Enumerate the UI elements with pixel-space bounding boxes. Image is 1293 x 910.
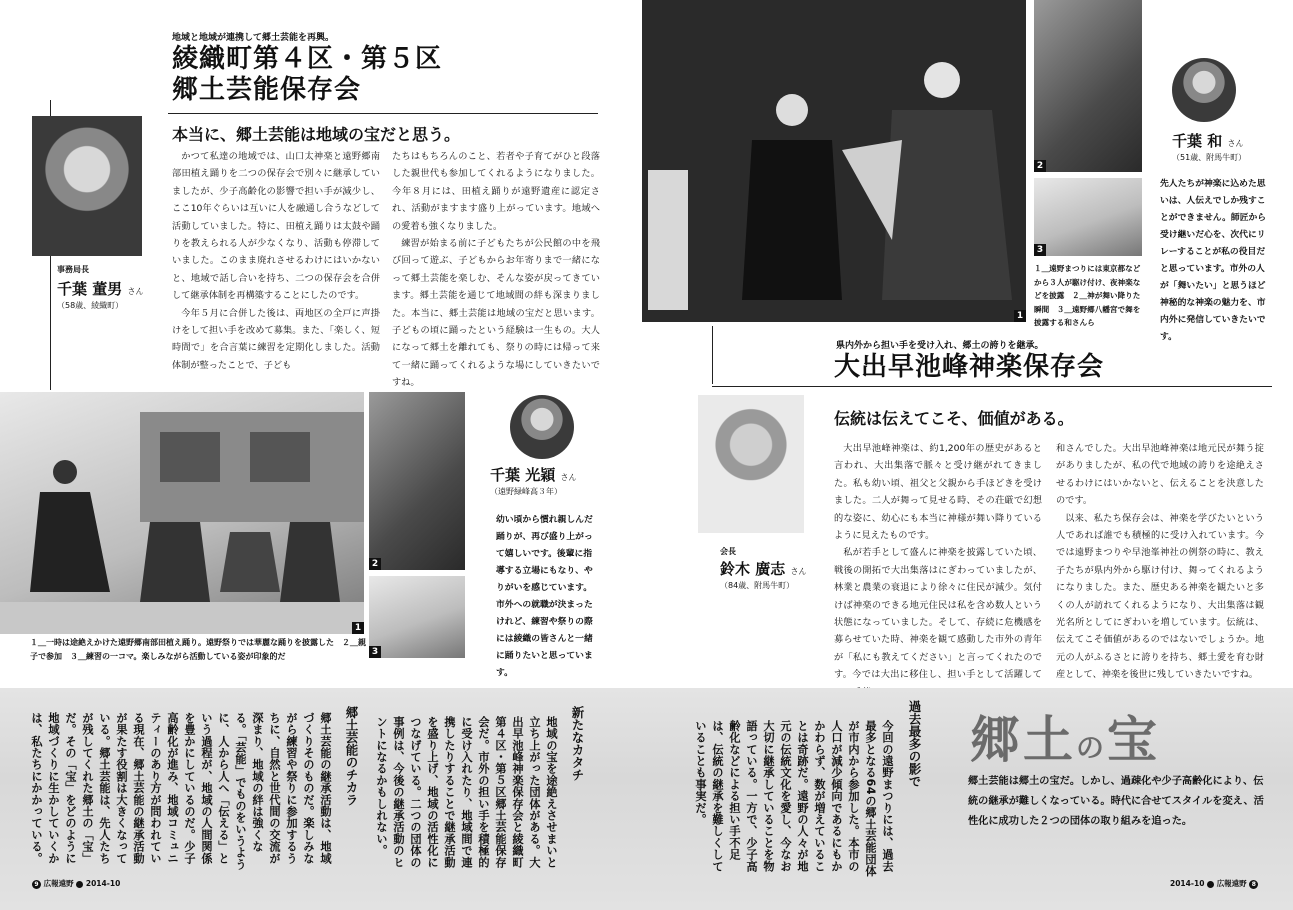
left-photo-3 — [369, 576, 465, 658]
feature-title: 郷土の宝 — [970, 710, 1161, 769]
left-caption: １＿一時は途絶えかけた遠野郷南部田植え踊り。遠野祭りでは華麗な踊りを披露した ２＿親子で参加 ３＿練習の一コマ。楽しみながら活動している姿が印象的だ — [30, 638, 366, 661]
left-young-meta: （遠野緑峰高３年） — [490, 487, 562, 496]
right-young-name: 千葉 和 さん — [1172, 132, 1244, 150]
photo-number-r1: 1 — [1014, 310, 1026, 322]
right-person-role: 会長 — [720, 547, 736, 556]
left-title — [172, 44, 612, 106]
photo-number-2: 2 — [369, 558, 381, 570]
right-body-col2: 和さんでした。大出早池峰神楽は地元民が舞う掟がありましたが、私の代で地域の誇りを途絶えさせるわけにはいかないと、伝えることを決意したのです。 以来、私たち保存会は、神楽を学びたいという人であれば誰でも積極的に受け入れています。今では遠野まつりや早池峯神社の例祭の時に、教え子たちが県内外から駆け付け、舞ってくれるようになりました。また、歴史ある神楽を観たいと多くの人が訪れてくれるようになり、大出集落は観光名所としてにぎわいを増しています。伝統は、伝えてこそ価値があるのではないでしょうか。地元の人がふるさとに誇りを持ち、郷土愛を育む財産として、神楽を後世に残していきたいですね。 — [1056, 443, 1264, 681]
footer-left: 9 広報遠野 2014-10 — [32, 878, 120, 889]
feature-text-3: 郷土芸能の継承活動は、地域づくりそのものだ。楽しみながら練習や祭りに参加するうちに、自然と世代間の交流が深まり、地域の絆は強くなる。「芸能」でものをいうように、人から人へ「伝える」という過程が、地域の人間関係を豊かにしているのだ。少子高齢化が進み、地域コミュニティーのあり方が問われている現在、郷土芸能の継承活動が果たす役割は大きくなっている。郷土芸能は、先人たちが残してくれた郷土の「宝」だ。その「宝」をどのように地域づくりに生かしていくかは、私たちにかかっている。 — [30, 712, 332, 871]
left-leader-photo — [32, 116, 142, 256]
feature-heading-3: 郷土芸能のチカラ — [344, 706, 359, 806]
feature-text-2: 地域の宝を途絶えさせまいと立ち上がった団体がある。大出早池峰神楽保存会と綾織町第４区・第５区郷土芸能保存会だ。市外の担い手を積極的に受け入れたり、地域間で連携したりすることで継承活動を盛り上げ、地域の活性化につなげている。二つの団体の事例は、今後の継承活動のヒントになるかもしれない。 — [375, 716, 558, 869]
left-person-role: 事務局長 — [57, 265, 89, 274]
right-caption: １＿遠野まつりには東京都などから３人が駆け付け、夜神楽などを披露 ２＿神が舞い降りた瞬間 ３＿遠野郷八幡宮で舞を披露する和さんら — [1034, 264, 1141, 327]
left-person-name: 千葉 董男 さん — [57, 280, 144, 298]
right-leader-photo — [698, 395, 804, 533]
right-subtitle: 伝統は伝えてこそ、価値がある。 — [834, 409, 1074, 428]
right-title: 大出早池峰神楽保存会 — [834, 352, 1105, 382]
feature-intro: 郷土芸能は郷土の宝だ。しかし、過疎化や少子高齢化により、伝統の継承が難しくなっている。時代に合せてスタイルを変え、活性化に成功した２つの団体の取り組みを追った。 — [968, 776, 1264, 827]
right-photo-1 — [642, 0, 1026, 322]
feature-text-1: 今回の遠野まつりには、過去最多となる64の郷土芸能団体が市内から参加した。本市の人口が減少傾向であるにもかかわらず、数が増えていることは奇跡だ。遠野の人々が地元の伝統文化を愛し、今なお大切に継承していることを物語っている。一方で、少子高齢化などによる担い手不足は、伝統の継承を難しくしていることも事実だ。 — [694, 720, 894, 877]
left-photo-2 — [369, 392, 465, 570]
right-young-quote: 先人たちが神楽に込めた思いは、人伝えでしか残すことができません。師匠から受け継いだ心を、次代にリレーすることが私の役目だと思っています。市外の人が「舞いたい」と思うほど神秘的な神楽の魅力を、市内外に発信していきたいです。 — [1160, 179, 1267, 342]
left-young-photo — [510, 395, 574, 459]
kagura-illustration — [642, 0, 1026, 322]
left-title-line1: 綾織町第４区・第５区 — [172, 44, 443, 74]
photo-number-r2: 2 — [1034, 160, 1046, 172]
right-person-meta: （84歳、附馬牛町） — [720, 581, 795, 590]
right-young-photo — [1172, 58, 1236, 122]
left-photo-1 — [0, 392, 364, 634]
left-body-col2: たちはもちろんのこと、若者や子育てがひと段落した親世代も参加してくれるようになりました。今年８月には、田植え踊りが遠野遺産に認定され、活動がますます盛り上がっています。地域への愛着も強くなりました。 練習が始まる前に子どもたちが公民館の中を飛び回って遊ぶ、子どもからお年寄りまで一緒になって郷土芸能を楽しむ、そんな姿が戻ってきています。郷土芸能を通じて地域間の絆も深まりました。本当に、郷土芸能は地域の宝だと思います。子どもの頃に踊ったという経験は一生もの。大人になって郷土を離れても、祭りの時には帰って来て一緒に踊ってくれるような場にしていきたいですね。 — [392, 151, 600, 389]
photo-number-r3: 3 — [1034, 244, 1046, 256]
right-young-meta: （51歳、附馬牛町） — [1172, 153, 1247, 162]
right-photo-3 — [1034, 178, 1142, 256]
left-lead: 地域と地域が連携して郷土芸能を再興。 — [172, 33, 335, 43]
right-title-rule-h — [712, 386, 1272, 387]
left-young-name: 千葉 光穎 さん — [490, 466, 577, 484]
left-subtitle: 本当に、郷土芸能は地域の宝だと思う。 — [172, 125, 461, 144]
feature-heading-1: 過去最多の影で — [907, 700, 922, 788]
right-photo-2 — [1034, 0, 1142, 172]
right-person-name: 鈴木 廣志 さん — [720, 560, 807, 578]
left-person-meta: （58歳、綾織町） — [57, 301, 124, 310]
left-title-line2: 郷土芸能保存会 — [172, 75, 362, 105]
left-body-col1: かつて私達の地域では、山口太神楽と遠野郷南部田植え踊りを二つの保存会で別々に継承していましたが、少子高齢化の影響で担い手が減少し、ここ10年ぐらいは互いに人を融通し合うなどして活動していました。特に、田植え踊りは太鼓や踊りを教えられる人が少なくなり、活動も停滞していました。このまま廃れさせるわけにはいかないと、地域で話し合いを持ち、二つの保存会を合併して継承体制を再構築することにしたのです。 今年５月に合併した後は、両地区の全戸に声掛けをして担い手を改めて募集。また、「楽しく、短時間で」を合言葉に練習を定期化しました。活動体制が整ったことで、子ども — [172, 151, 380, 371]
footer-right: 2014-10 広報遠野 8 — [1170, 878, 1258, 889]
photo-number-1: 1 — [352, 622, 364, 634]
dancers-illustration — [0, 392, 364, 634]
right-lead: 県内外から担い手を受け入れ、郷土の誇りを継承。 — [836, 341, 1044, 351]
feature-heading-2: 新たなカタチ — [570, 706, 585, 781]
right-title-rule-v — [712, 326, 713, 384]
photo-number-3: 3 — [369, 646, 381, 658]
left-young-quote: 幼い頃から慣れ親しんだ踊りが、再び盛り上がって嬉しいです。後輩に指導する立場にもなり、やりがいを感じています。市外への就職が決まったけれど、練習や祭りの際には綾織の皆さんと一緒に踊りたいと思っています。 — [496, 515, 593, 678]
right-body-col1: 大出早池峰神楽は、約1,200年の歴史があると言われ、大出集落で脈々と受け継がれてきました。私も幼い頃、祖父と父親から手ほどきを受けました。二人が舞って見せる時、その荘厳で幻想的な姿に、幼心にも本当に神様が舞い降りているように見えたものです。 私が若手として盛んに神楽を披露していた頃、戦後の開拓で大出集落はにぎわっていましたが、林業と農業の衰退により徐々に住民が減少。気付けば神楽のできる地元住民は私を含め数人という状態になっていました。そして、存続に危機感を募らせていた時、神楽を観て感動した市外の青年が「私にも教えてください」と言ってくれたのです。今では大出に移住し、担い手として活躍して — [834, 443, 1042, 681]
left-title-rule — [168, 113, 598, 114]
